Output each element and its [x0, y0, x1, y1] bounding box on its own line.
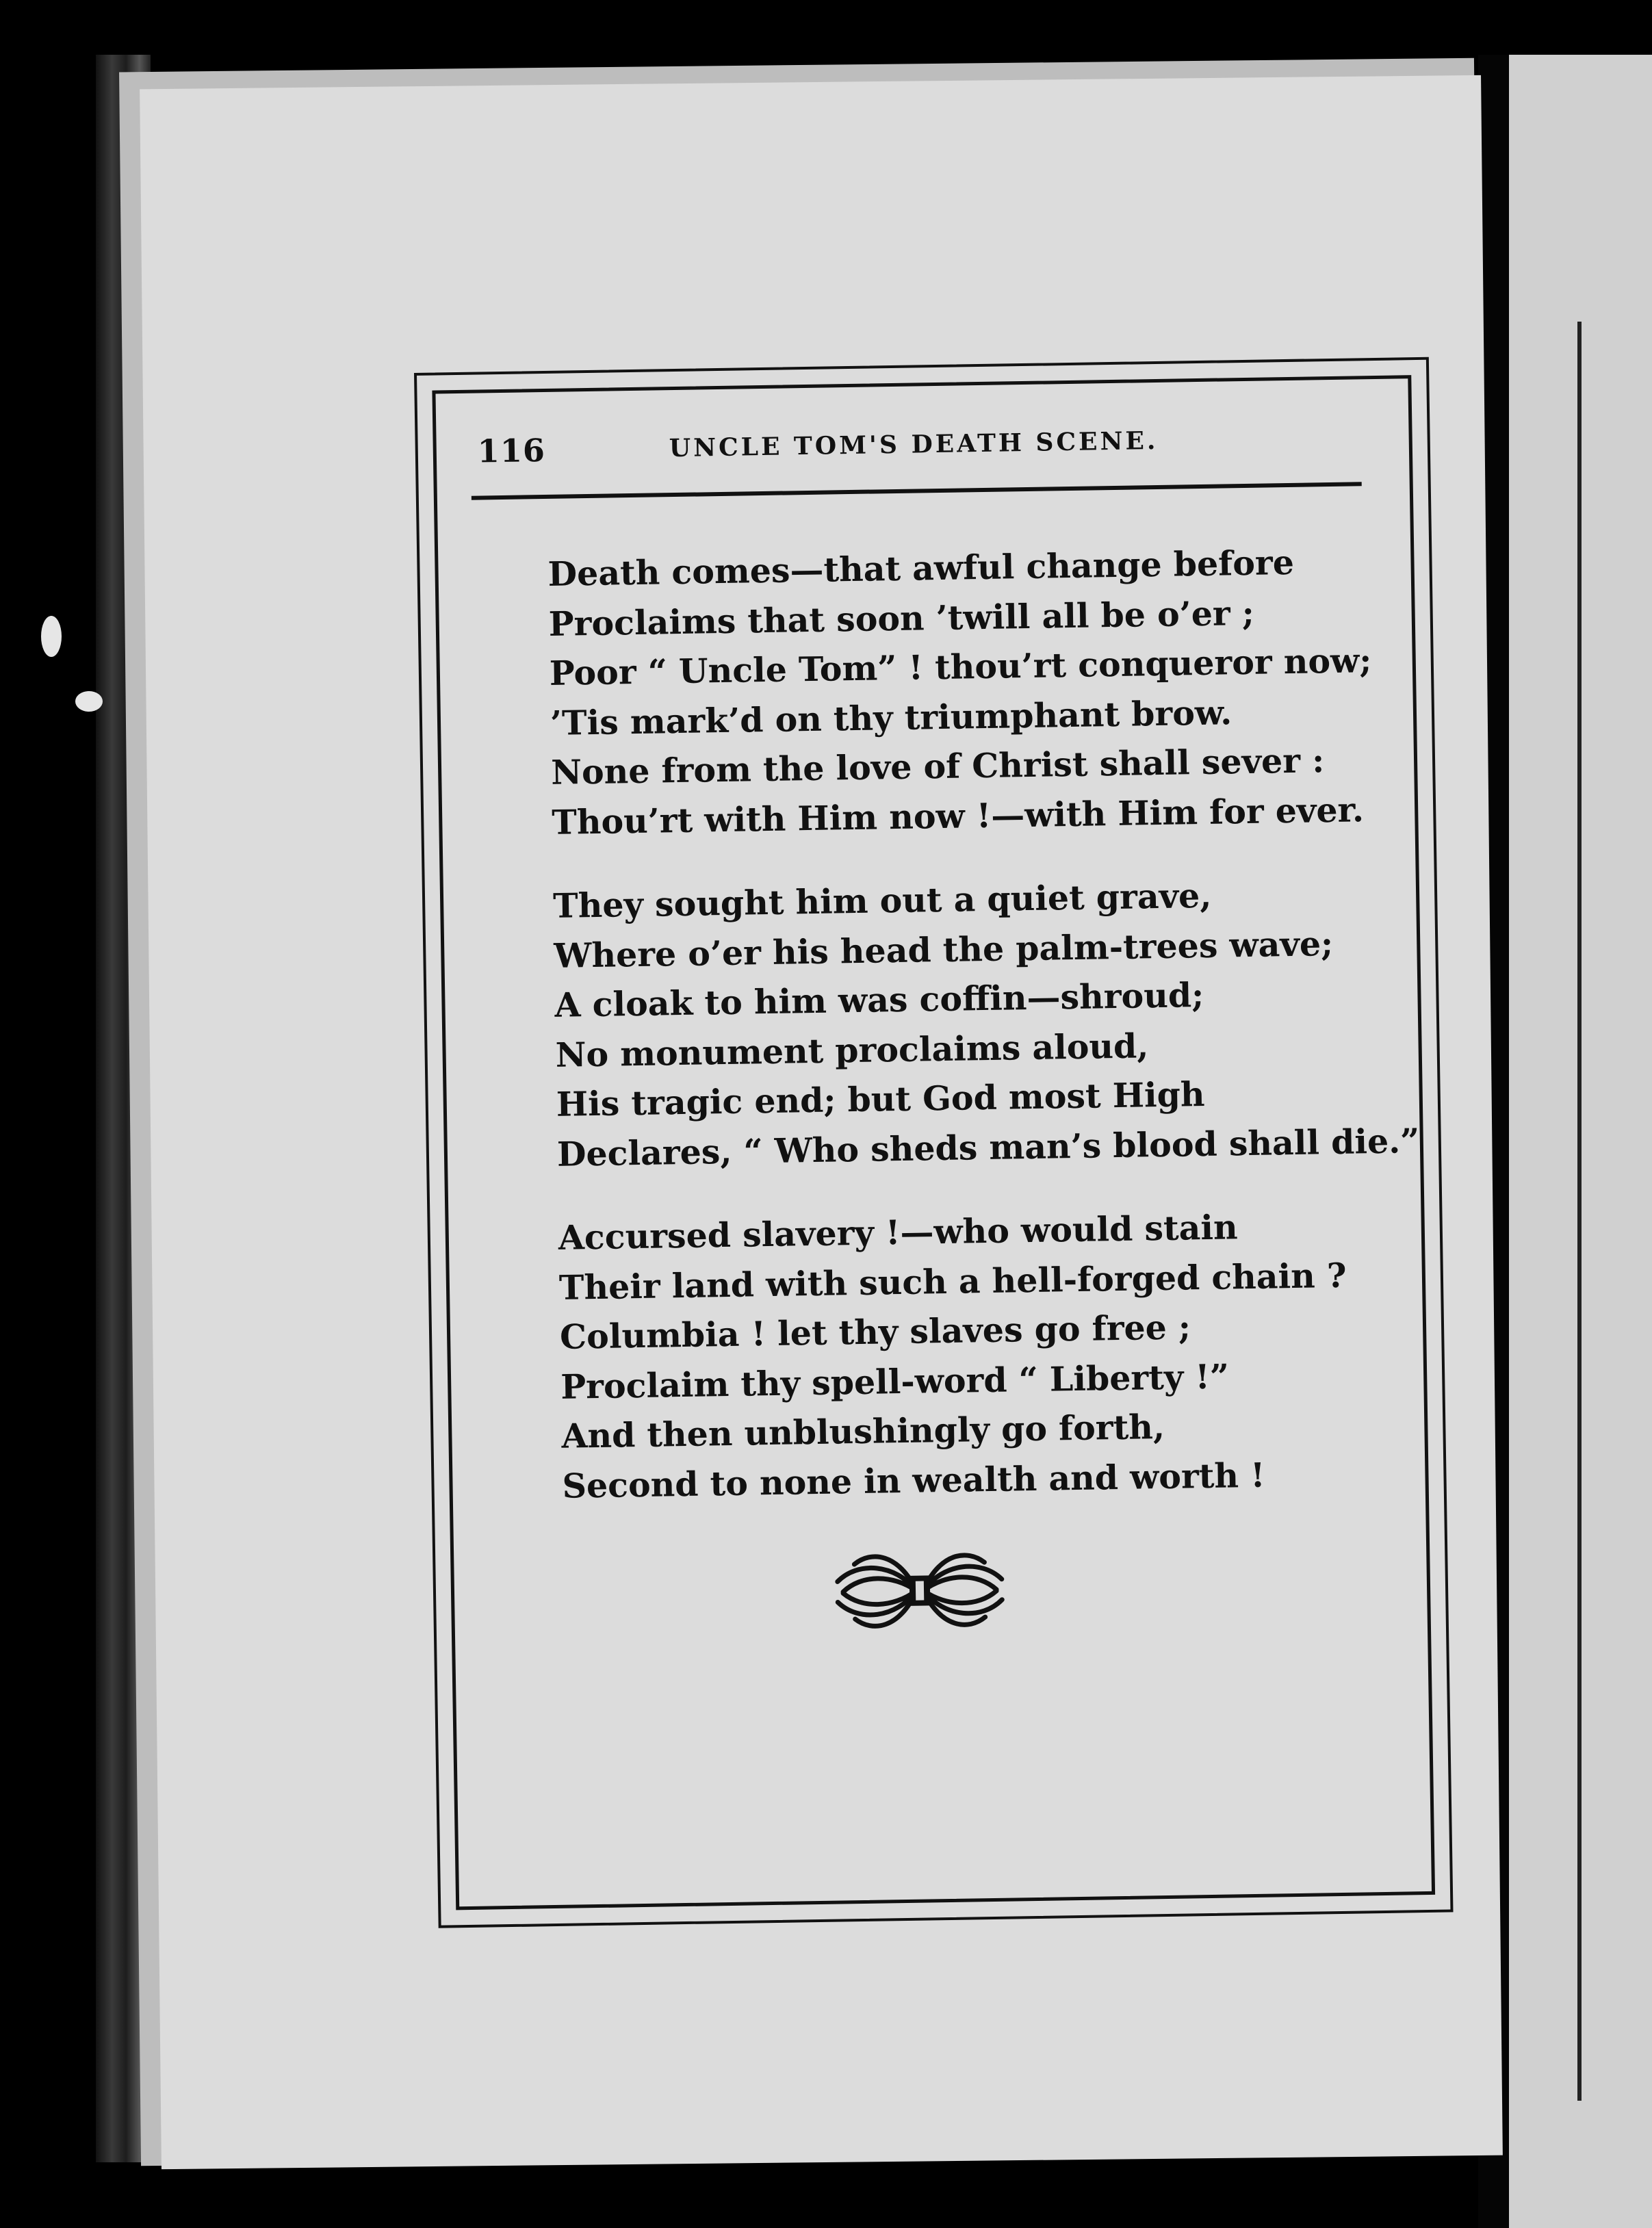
poem-line: None from the love of Christ shall sever :	[550, 740, 1325, 792]
poem-line: No monument proclaims aloud,	[555, 1025, 1149, 1075]
poem-line: Thou’rt with Him now !—with Him for ever.	[551, 789, 1365, 842]
poem-line: They sought him out a quiet grave,	[552, 875, 1212, 926]
poem-line: His tragic end; but God most High	[556, 1074, 1205, 1124]
poem-line: Accursed slavery !—who would stain	[558, 1207, 1239, 1258]
poem-line: Proclaims that soon ’twill all be o’er ;	[548, 593, 1255, 644]
poem	[547, 537, 1420, 1545]
poem-line: Columbia ! let thy slaves go free ;	[559, 1307, 1191, 1357]
stanza-3	[558, 1201, 1350, 1511]
page-text-frame	[414, 357, 1454, 1928]
scan-smudge	[75, 691, 103, 712]
poem-line: Where o’er his head the palm-trees wave;	[553, 923, 1334, 976]
poem-line: Second to none in wealth and worth !	[562, 1455, 1266, 1506]
scan-smudge	[41, 616, 62, 657]
floral-tailpiece-ornament-icon	[830, 1549, 1009, 1633]
facing-page-frame-rule	[1577, 322, 1582, 2101]
poem-line: Poor “ Uncle Tom” ! thou’rt conqueror now;	[549, 640, 1372, 693]
poem-line: Proclaim thy spell-word “ Liberty !”	[560, 1356, 1230, 1407]
page-text-inner-frame	[432, 375, 1435, 1910]
poem-line: Declares, “ Who sheds man’s blood shall die.”	[556, 1120, 1420, 1174]
stanza-2	[552, 869, 1420, 1179]
poem-line: And then unblushingly go forth,	[560, 1406, 1165, 1456]
poem-line: Their land with such a hell-forged chain ?	[558, 1255, 1347, 1308]
poem-line: A cloak to him was coffin—shroud;	[554, 974, 1204, 1025]
poem-line: ’Tis mark’d on thy triumphant brow.	[550, 692, 1232, 743]
stanza-1	[547, 537, 1372, 847]
running-head-title: UNCLE TOM'S DEATH SCENE.	[669, 426, 1159, 463]
running-head	[477, 419, 1368, 487]
page-number: 116	[477, 432, 546, 470]
poem-line: Death comes—that awful change before	[547, 542, 1295, 594]
facing-page	[1509, 55, 1652, 2228]
